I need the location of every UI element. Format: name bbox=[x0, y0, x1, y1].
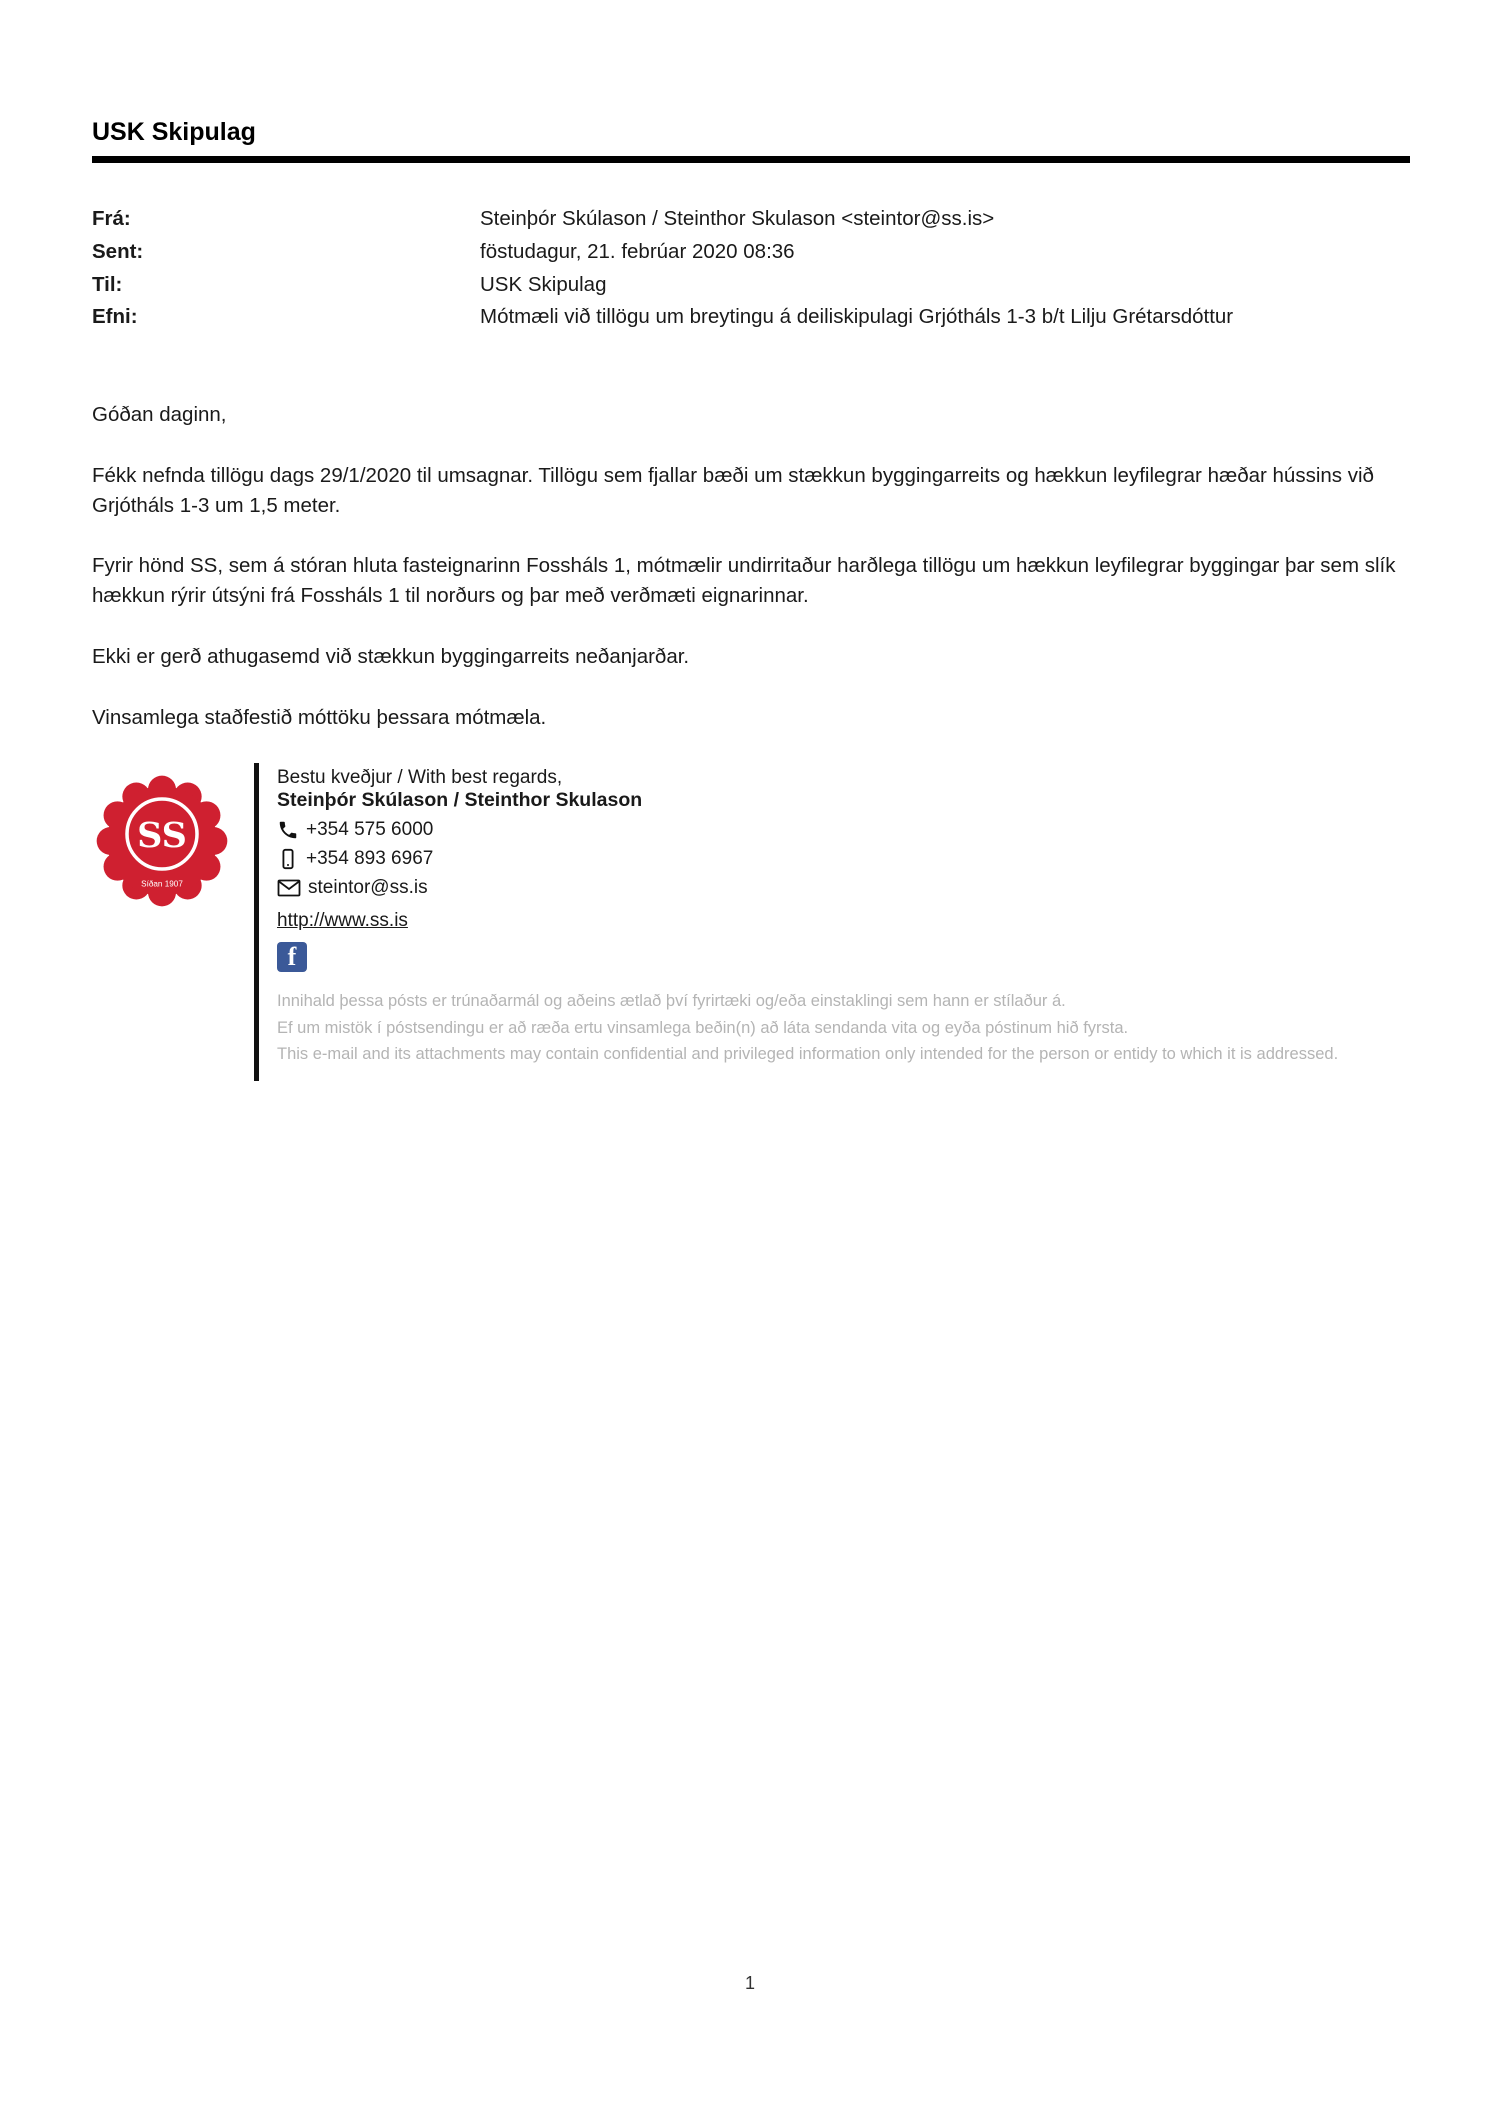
envelope-icon bbox=[277, 878, 301, 898]
facebook-wrap bbox=[277, 942, 1338, 978]
signature-block bbox=[92, 763, 1410, 1081]
ss-wax-seal-icon bbox=[92, 771, 232, 911]
page-number: 1 bbox=[744, 1973, 755, 1993]
disclaimer-line-2: Ef um mistök í póstsendingu er að ræða ertu vinsamlega beðin(n) að láta sendanda vita og eyða póstinum hið fyrsta. bbox=[277, 1018, 1129, 1037]
body-paragraph-2: Fyrir hönd SS, sem á stóran hluta fasteignarinn Fossháls 1, mótmælir undirritaður harðlega tillögu um hækkun leyfilegrar byggingar þar sem slík hækkun rýrir útsýni frá Fossháls 1 til norðurs og þar með verðmæti eignarinnar. bbox=[92, 554, 1396, 608]
email-line bbox=[277, 877, 1338, 899]
body-paragraph-3: Ekki er gerð athugasemd við stækkun byggingarreits neðanjarðar. bbox=[92, 644, 690, 668]
meta-row-sent bbox=[92, 236, 1410, 269]
mobile-line bbox=[277, 848, 1338, 870]
email-address-link[interactable]: steintor@ss.is bbox=[308, 877, 428, 899]
email-meta-block bbox=[92, 203, 1410, 334]
body-paragraph-4: Vinsamlega staðfestið móttöku þessara mótmæla. bbox=[92, 705, 547, 729]
subject-value: Mótmæli við tillögu um breytingu á deiliskipulagi Grjótháls 1-3 b/t Lilju Grétarsdóttur bbox=[480, 305, 1234, 329]
seal-tagline-text: Síðan 1907 bbox=[141, 879, 183, 889]
sent-label: Sent: bbox=[92, 239, 144, 263]
subject-label: Efni: bbox=[92, 305, 138, 329]
greeting-paragraph: Góðan daginn, bbox=[92, 403, 227, 427]
page-title: USK Skipulag bbox=[92, 118, 256, 146]
meta-row-from bbox=[92, 203, 1410, 236]
signature-name: Steinþór Skúlason / Steinthor Skulason bbox=[277, 789, 643, 812]
email-disclaimer bbox=[277, 988, 1338, 1081]
seal-ss-text: SS bbox=[137, 815, 187, 857]
facebook-icon[interactable]: f bbox=[277, 942, 307, 972]
phone-number: +354 575 6000 bbox=[306, 819, 434, 841]
signature-regards: Bestu kveðjur / With best regards, bbox=[277, 767, 563, 789]
meta-row-subject bbox=[92, 301, 1410, 334]
mobile-number: +354 893 6967 bbox=[306, 848, 434, 870]
mobile-phone-icon bbox=[277, 848, 299, 870]
from-value: Steinþór Skúlason / Steinthor Skulason <steintor@ss.is> bbox=[480, 207, 995, 230]
from-label: Frá: bbox=[92, 207, 131, 230]
website-link[interactable]: http://www.ss.is bbox=[277, 910, 408, 932]
disclaimer-line-1: Innihald þessa pósts er trúnaðarmál og aðeins ætlað því fyrirtæki og/eða einstaklingi sem hann er stílaður á. bbox=[277, 992, 1066, 1011]
title-divider bbox=[92, 156, 1410, 163]
signature-column bbox=[259, 763, 1338, 1081]
disclaimer-line-3: This e-mail and its attachments may contain confidential and privileged information only intended for the person or entidy to which it is addressed. bbox=[277, 1045, 1339, 1063]
phone-line bbox=[277, 819, 1338, 841]
body-paragraph-1: Fékk nefnda tillögu dags 29/1/2020 til umsagnar. Tillögu sem fjallar bæði um stækkun byggingarreits og hækkun leyfilegrar hæðar hússins við Grjótháls 1-3 um 1,5 meter. bbox=[92, 463, 1374, 517]
company-seal-logo bbox=[92, 763, 244, 1081]
to-label: Til: bbox=[92, 272, 123, 296]
to-value: USK Skipulag bbox=[480, 272, 607, 296]
phone-icon bbox=[277, 819, 299, 841]
meta-row-to bbox=[92, 269, 1410, 302]
email-body bbox=[92, 400, 1410, 732]
sent-value: föstudagur, 21. febrúar 2020 08:36 bbox=[480, 239, 795, 263]
